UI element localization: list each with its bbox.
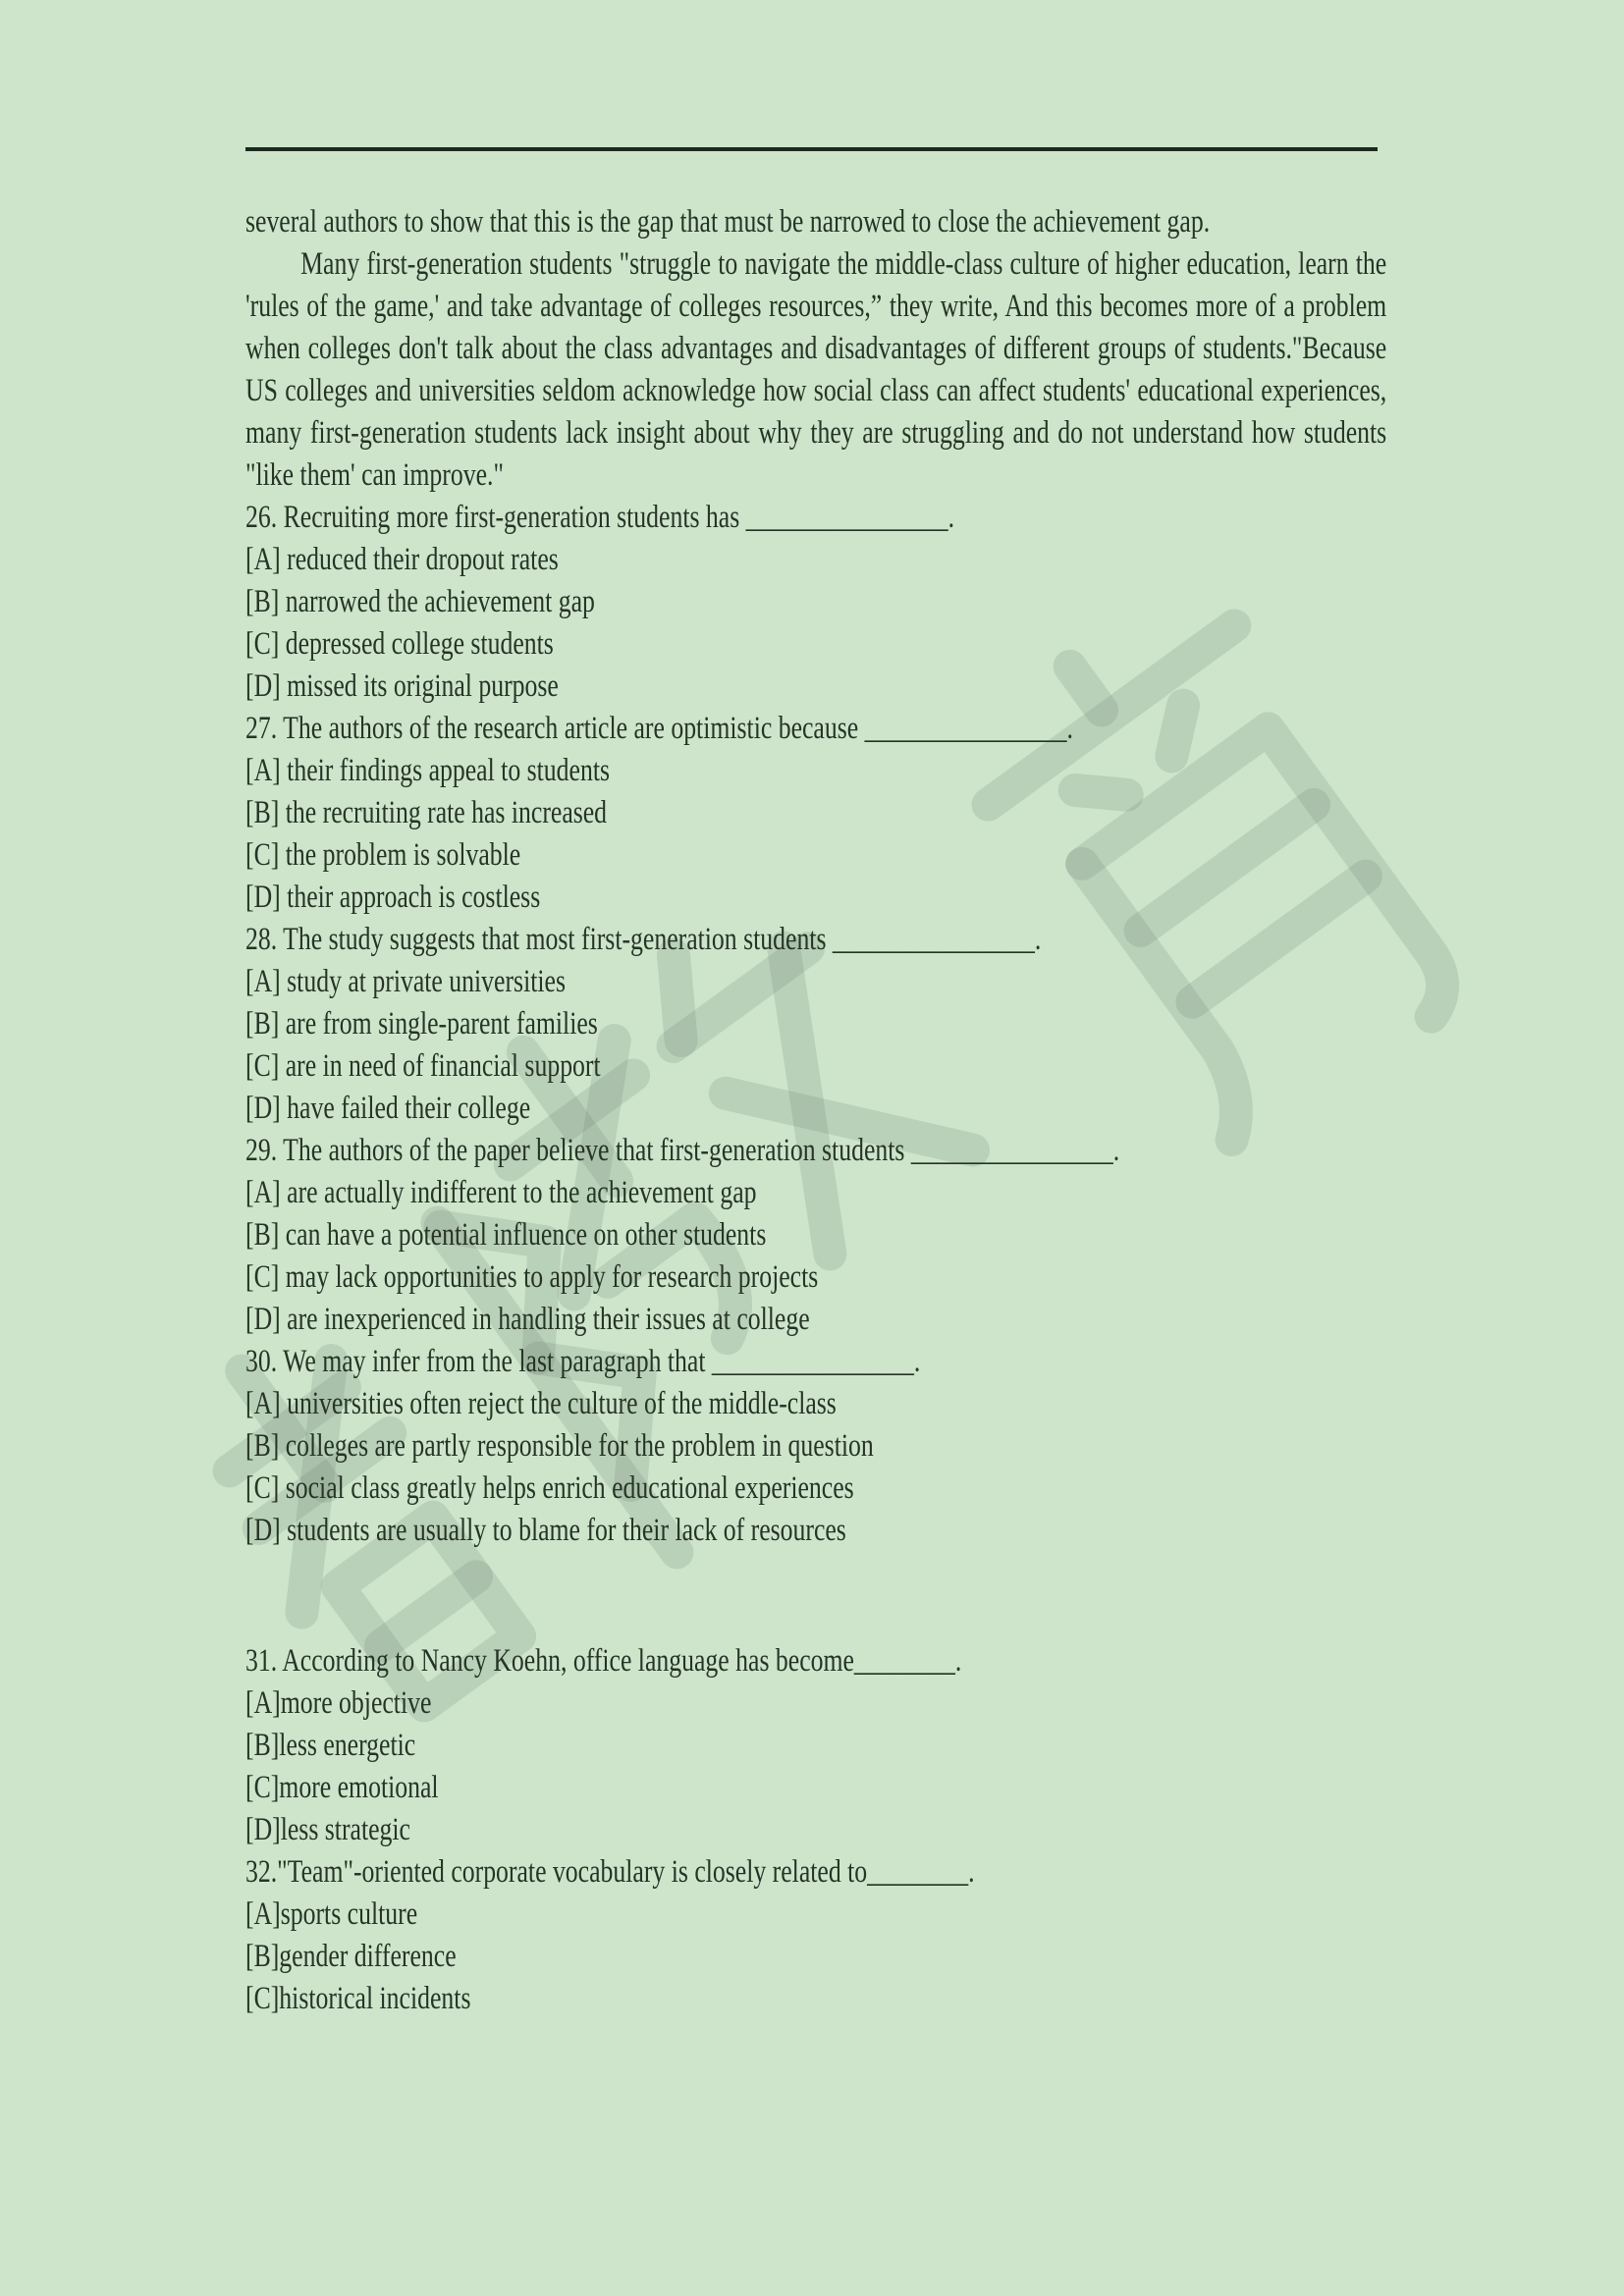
question-32 [245,1851,1386,2020]
question-30-stem: 30. We may infer from the last paragraph that ________________. [245,1344,921,1379]
question-28-option-d: [D] have failed their college [245,1091,531,1126]
question-31 [245,1640,1386,1851]
passage-continuation-line: several authors to show that this is the gap that must be narrowed to close the achievement gap. [245,204,1211,240]
question-26-option-d: [D] missed its original purpose [245,668,559,704]
exam-content [245,201,1386,2020]
question-29-option-b: [B] can have a potential influence on other students [245,1217,767,1253]
question-27-stem: 27. The authors of the research article are optimistic because ________________. [245,711,1073,746]
question-32-stem: 32."Team"-oriented corporate vocabulary is closely related to________. [245,1854,975,1890]
header-rule [245,147,1378,151]
question-30 [245,1341,1386,1552]
question-28 [245,919,1386,1130]
question-27-option-d: [D] their approach is costless [245,880,541,915]
question-29-stem: 29. The authors of the paper believe that first-generation students ________________. [245,1133,1120,1168]
question-27-option-b: [B] the recruiting rate has increased [245,795,608,830]
question-31-option-b: [B]less energetic [245,1728,416,1763]
question-29-option-a: [A] are actually indifferent to the achievement gap [245,1175,757,1210]
question-26-option-c: [C] depressed college students [245,626,554,662]
question-30-option-d: [D] students are usually to blame for their lack of resources [245,1513,846,1548]
passage-paragraph: Many first-generation students "struggle to navigate the middle-class culture of higher education, learn the 'rules of the game,' and take advantage of colleges resources,” they write, And this becomes more of a problem when colleges don't talk about the class advantages and disadvantages of different groups of students."Because US colleges and universities seldom acknowledge how social class can affect students' educational experiences, many first-generation students lack insight about why they are struggling and do not understand how students "like them' can improve." [245,246,1387,493]
question-31-option-a: [A]more objective [245,1685,432,1721]
question-30-option-b: [B] colleges are partly responsible for the problem in question [245,1428,874,1464]
question-26-stem: 26. Recruiting more first-generation students has ________________. [245,500,955,535]
question-29 [245,1130,1386,1341]
question-28-option-a: [A] study at private universities [245,964,566,999]
question-27 [245,708,1386,919]
question-32-option-b: [B]gender difference [245,1939,457,1974]
question-26 [245,497,1386,708]
question-27-option-c: [C] the problem is solvable [245,837,521,873]
question-27-option-a: [A] their findings appeal to students [245,753,611,788]
section-gap [245,1552,1386,1640]
question-31-option-c: [C]more emotional [245,1770,439,1805]
question-30-option-a: [A] universities often reject the culture of the middle-class [245,1386,837,1421]
question-30-option-c: [C] social class greatly helps enrich educational experiences [245,1470,854,1506]
question-32-option-c: [C]historical incidents [245,1981,471,2016]
question-32-option-a: [A]sports culture [245,1896,418,1932]
question-28-option-b: [B] are from single-parent families [245,1006,598,1041]
question-29-option-d: [D] are inexperienced in handling their issues at college [245,1302,810,1337]
question-28-stem: 28. The study suggests that most first-generation students ________________. [245,922,1042,957]
question-26-option-a: [A] reduced their dropout rates [245,542,559,577]
question-26-option-b: [B] narrowed the achievement gap [245,584,595,619]
question-31-stem: 31. According to Nancy Koehn, office language has become________. [245,1643,962,1679]
question-29-option-c: [C] may lack opportunities to apply for research projects [245,1259,819,1295]
question-31-option-d: [D]less strategic [245,1812,410,1847]
question-28-option-c: [C] are in need of financial support [245,1048,601,1084]
